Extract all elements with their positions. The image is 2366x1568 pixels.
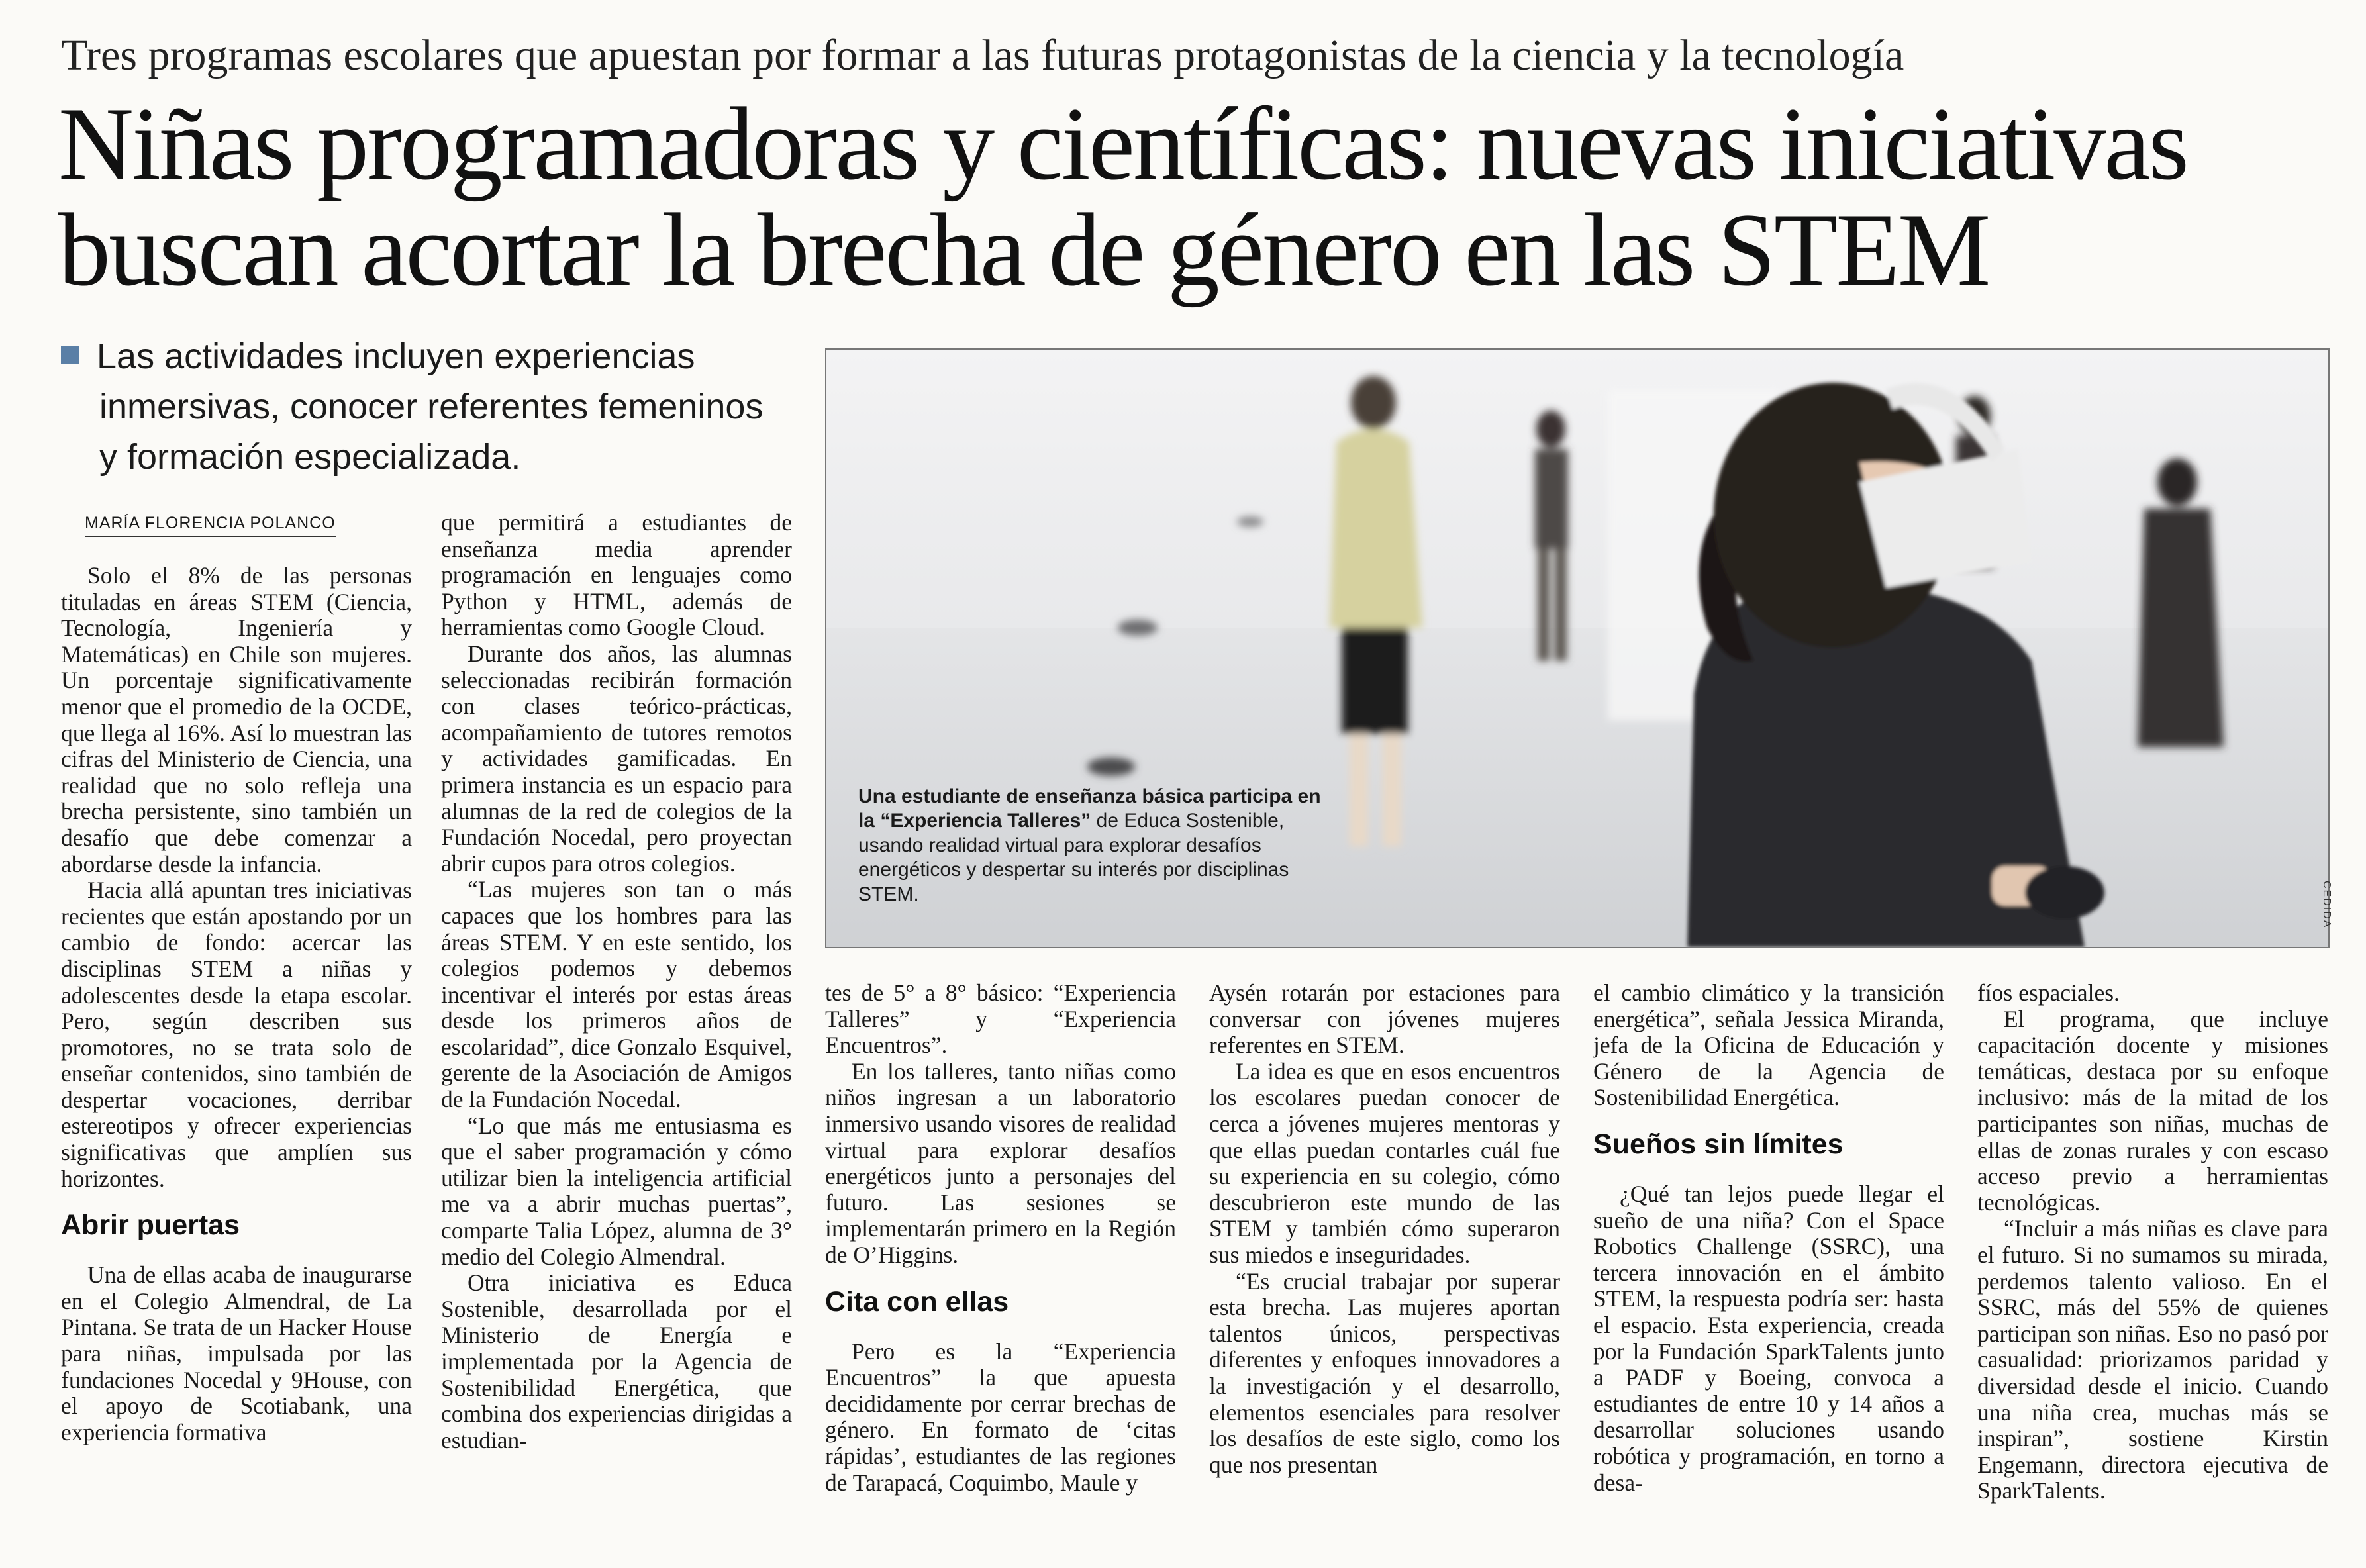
square-bullet-icon — [61, 346, 79, 364]
paragraph: La idea es que en esos encuentros los escolares puedan conocer de cerca a jóvenes mujeres mentoras y que ellas puedan contarles cuál fue su experiencia en su colegio, cómo descubrieron este mundo de las STEM y también cómo superaron sus miedos e inseguridades. — [1209, 1057, 1560, 1268]
subheading-suenos-sin-limites: Sueños sin límites — [1593, 1128, 1844, 1160]
article-column-3 — [825, 980, 1176, 1536]
paragraph: “Incluir a más niñas es clave para el futuro. Si no sumamos su mirada, perdemos talento valioso. En el SSRC, más del 55% de quienes participan son niñas. Eso no pasó por casualidad: priorizamos paridad y diversidad desde el inicio. Cuando una niña crea, muchas más se inspiran”, sostiene Kirstin Engemann, directora ejecutiva de SparkTalents. — [1977, 1215, 2328, 1504]
article-column-5 — [1593, 980, 1944, 1536]
deck-line-3: y formación especializada. — [99, 437, 521, 477]
headline-line-2: buscan acortar la brecha de género en las STEM — [58, 192, 1989, 308]
kicker: Tres programas escolares que apuestan por formar a las futuras protagonistas de la ciencia y la tecnología — [61, 31, 1904, 79]
paragraph: “Es crucial trabajar por superar esta brecha. Las mujeres aportan talentos únicos, perspectivas diferentes y enfoques innovadores a la investigación y el desarrollo, elementos esenciales para resolver los desafíos de este siglo, como los que nos presentan — [1209, 1267, 1560, 1478]
article-column-1 — [61, 563, 412, 1536]
paragraph: Una de ellas acaba de inaugurarse en el Colegio Almendral, de La Pintana. Se trata de un Hacker House para niñas, impulsada por las fundaciones Nocedal y 9House, con el apoyo de Scotiabank, una experiencia formativa — [61, 1261, 412, 1446]
paragraph: El programa, que incluye capacitación docente y misiones temáticas, destaca por su enfoque inclusivo: más de la mitad de los participantes son niñas, muchas de ellas de zonas rurales y con escaso acceso previo a herramientas tecnológicas. — [1977, 1005, 2328, 1216]
byline: MARÍA FLORENCIA POLANCO — [85, 514, 336, 537]
paragraph: Pero es la “Experiencia Encuentros” la que apuesta decididamente por cerrar brechas de género. En formato de ‘citas rápidas’, estudiantes de las regiones de Tarapacá, Coquimbo, Maule y — [825, 1338, 1176, 1496]
subheading-cita-con-ellas: Cita con ellas — [825, 1285, 1009, 1318]
article-column-6 — [1977, 980, 2328, 1536]
paragraph: “Las mujeres son tan o más capaces que los hombres para las áreas STEM. Y en este sentido, los colegios podemos y debemos incentivar el interés por estas áreas desde los primeros años de escolaridad”, dice Gonzalo Esquivel, gerente de la Asociación de Amigos de la Fundación Nocedal. — [441, 876, 792, 1113]
paragraph: Otra iniciativa es Educa Sostenible, desarrollada por el Ministerio de Energía e implementada por la Agencia de Sostenibilidad Energética, que combina dos experiencias dirigidas a estudian- — [441, 1269, 792, 1453]
article-column-2 — [441, 510, 792, 1536]
paragraph: Hacia allá apuntan tres iniciativas recientes que están apostando por un cambio de fondo: acercar las disciplinas STEM a niñas y adolescentes desde la etapa escolar. Pero, según describen sus promotores, no se trata solo de enseñar contenidos, sino también de despertar vocaciones, derribar estereotipos y ofrecer experiencias significativas que amplíen sus horizontes. — [61, 877, 412, 1192]
paragraph-continued: el cambio climático y la transición energética”, señala Jessica Miranda, jefa de la Oficina de Educación y Género de la Agencia de Sostenibilidad Energética. — [1593, 980, 1944, 1111]
caption-text: de Educa Sostenible, usando realidad virtual para explorar desafíos energéticos y despertar su interés por disciplinas STEM. — [858, 810, 1289, 905]
caption-bold: Una estudiante de enseñanza básica participa en la “Experiencia Talleres” — [858, 785, 1321, 832]
headline-line-1: Niñas programadoras y científicas: nuevas iniciativas — [58, 86, 2187, 202]
paragraph: En los talleres, tanto niñas como niños ingresan a un laboratorio inmersivo usando visores de realidad virtual para explorar desafíos energéticos junto a personajes del futuro. Las sesiones se implementarán primero en la Región de O’Higgins. — [825, 1057, 1176, 1268]
article-column-4 — [1209, 980, 1560, 1536]
headline — [58, 86, 2349, 308]
deck-line-2: inmersivas, conocer referentes femeninos — [99, 387, 764, 426]
paragraph-continued: fíos espaciales. — [1977, 980, 2120, 1006]
paragraph: Solo el 8% de las personas tituladas en áreas STEM (Ciencia, Tecnología, Ingeniería y Matemáticas) en Chile son mujeres. Un porcentaje significativamente menor que el promedio de la OCDE, que llega al 16%. Así lo muestran las cifras del Ministerio de Ciencia, una realidad que no solo refleja una brecha persistente, sino también un desafío que debe comenzar a abordarse desde la infancia. — [61, 563, 412, 877]
paragraph: Durante dos años, las alumnas seleccionadas recibirán formación con clases teórico-prácticas, acompañamiento de tutores remotos y actividades gamificadas. En primera instancia es un espacio para alumnas de la red de colegios de la Fundación Nocedal, pero proyectan abrir cupos para otros colegios. — [441, 640, 792, 877]
subheading-abrir-puertas: Abrir puertas — [61, 1209, 240, 1242]
paragraph: ¿Qué tan lejos puede llegar el sueño de una niña? Con el Space Robotics Challenge (SSRC), una tercera innovación en el ámbito STEM, la respuesta podría ser: hasta el espacio. Esta experiencia, creada por la Fundación SparkTalents junto a PADF y Boeing, convoca a estudiantes de entre 10 y 14 años a desarrollar soluciones usando robótica y programación, en torno a desa- — [1593, 1180, 1944, 1496]
paragraph-continued: tes de 5° a 8° básico: “Experiencia Talleres” y “Experiencia Encuentros”. — [825, 980, 1176, 1059]
deck-line-1: Las actividades incluyen experiencias — [97, 336, 695, 376]
deck — [61, 331, 816, 482]
paragraph: “Lo que más me entusiasma es que el saber programación y cómo utilizar bien la inteligencia artificial me va a abrir muchas puertas”, comparte Talia López, alumna de 3° medio del Colegio Almendral. — [441, 1112, 792, 1270]
paragraph-continued: que permitirá a estudiantes de enseñanza media aprender programación en lenguajes como Python y HTML, además de herramientas como Google Cloud. — [441, 510, 792, 641]
photo-credit: CEDIDA — [2321, 881, 2332, 929]
photo-caption — [858, 784, 1335, 906]
paragraph-continued: Aysén rotarán por estaciones para conversar con jóvenes mujeres referentes en STEM. — [1209, 980, 1560, 1059]
